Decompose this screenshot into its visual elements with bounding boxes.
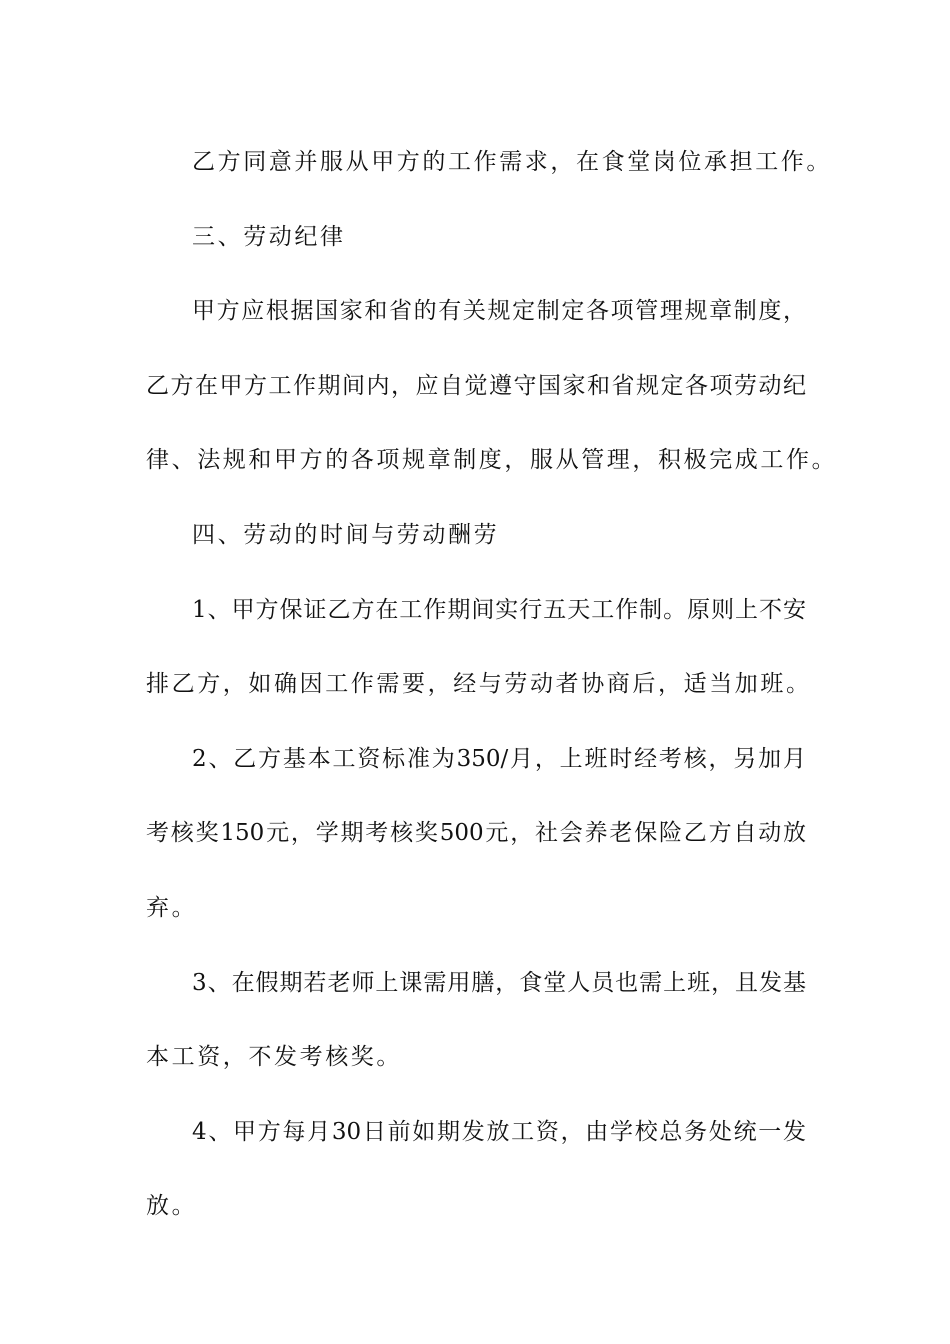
section-heading-labor-discipline: 三、劳动纪律 <box>192 223 346 250</box>
section-heading-working-hours-pay: 四、劳动的时间与劳动酬劳 <box>192 521 500 548</box>
clause-2-line-1: 2、乙方基本工资标准为350/月，上班时经考核，另加月 <box>192 745 806 772</box>
clause-3-line-2: 本工资，不发考核奖。 <box>146 1044 402 1071</box>
paragraph-discipline-line-1: 甲方应根据国家和省的有关规定制定各项管理规章制度， <box>192 298 806 325</box>
clause-4-line-2: 放。 <box>146 1193 198 1220</box>
clause-1-line-1: 1、甲方保证乙方在工作期间实行五天工作制。原则上不安 <box>192 596 806 623</box>
clause-2-line-3: 弃。 <box>146 894 198 921</box>
paragraph-canteen-duty: 乙方同意并服从甲方的工作需求，在食堂岗位承担工作。 <box>192 149 832 175</box>
clause-1-line-2: 排乙方，如确因工作需要，经与劳动者协商后，适当加班。 <box>146 671 812 698</box>
clause-4-line-1: 4、甲方每月30日前如期发放工资，由学校总务处统一发 <box>192 1118 806 1145</box>
paragraph-discipline-line-2: 乙方在甲方工作期间内，应自觉遵守国家和省规定各项劳动纪 <box>146 372 806 399</box>
clause-2-line-2: 考核奖150元，学期考核奖500元，社会养老保险乙方自动放 <box>146 820 806 847</box>
paragraph-discipline-line-3: 律、法规和甲方的各项规章制度，服从管理，积极完成工作。 <box>146 447 838 474</box>
document-body <box>146 125 838 1244</box>
clause-3-line-1: 3、在假期若老师上课需用膳，食堂人员也需上班，且发基 <box>192 969 806 996</box>
